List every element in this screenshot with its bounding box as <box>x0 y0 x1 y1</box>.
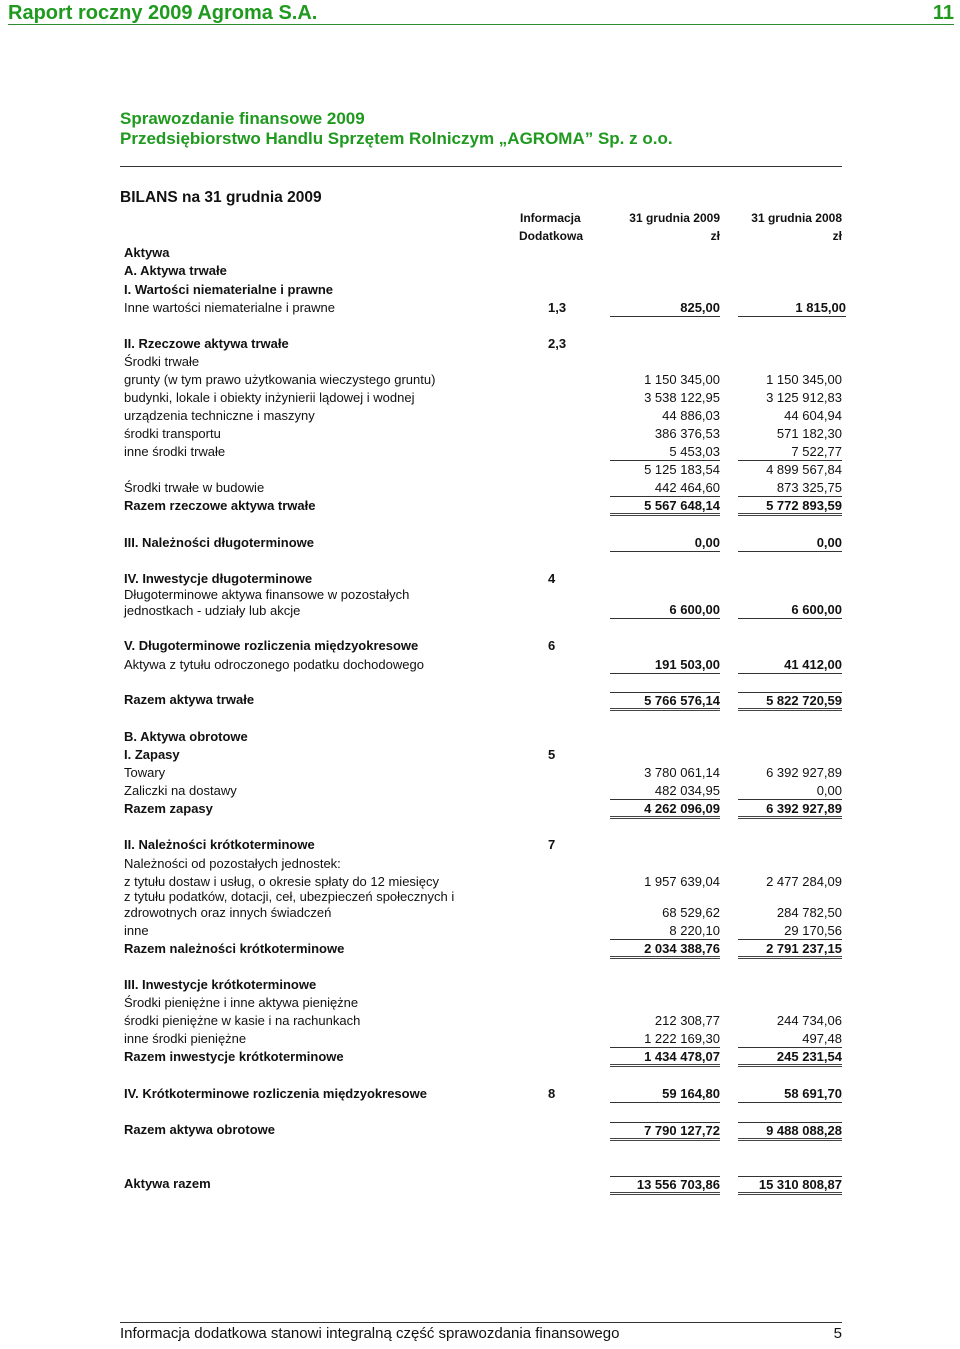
page-number: 11 <box>932 2 954 24</box>
row-note: 7 <box>548 837 556 852</box>
table-row <box>0 336 960 354</box>
table-row <box>0 263 960 281</box>
value-2009: 442 464,60 <box>610 480 720 497</box>
value-2009: 5 125 183,54 <box>644 462 720 477</box>
col-2008-header: 31 grudnia 2008 <box>751 211 842 225</box>
value-2009: 3 780 061,14 <box>644 765 720 780</box>
row-note: 6 <box>548 638 556 653</box>
row-label: środki transportu <box>124 426 221 441</box>
table-row <box>0 747 960 765</box>
value-2009: 4 262 096,09 <box>610 801 720 819</box>
table-row <box>0 462 960 480</box>
value-2008: 5 822 720,59 <box>738 692 842 711</box>
value-2009: 482 034,95 <box>610 783 720 800</box>
value-2008: 58 691,70 <box>738 1086 842 1103</box>
row-label: Razem należności krótkoterminowe <box>124 941 345 956</box>
statement-title: Sprawozdanie finansowe 2009 <box>120 109 365 128</box>
table-row <box>0 498 960 516</box>
row-label: Środki pieniężne i inne aktywa pieniężne <box>124 995 359 1010</box>
row-label-cont: jednostkach - udziały lub akcje <box>124 603 301 618</box>
col-2009-header: 31 grudnia 2009 <box>629 211 720 225</box>
value-2008: 4 899 567,84 <box>766 462 842 477</box>
row-label: B. Aktywa obrotowe <box>124 729 248 744</box>
value-2009: 191 503,00 <box>610 657 720 674</box>
row-label: Należności od pozostałych jednostek: <box>124 856 341 871</box>
value-2008: 3 125 912,83 <box>766 390 842 405</box>
page-footer <box>120 1322 842 1342</box>
value-2009: 68 529,62 <box>662 905 720 920</box>
table-row <box>0 444 960 462</box>
row-label: Aktywa razem <box>124 1176 211 1191</box>
table-row <box>0 480 960 498</box>
col-2008-unit: zł <box>832 229 842 243</box>
value-2008: 9 488 088,28 <box>738 1122 842 1141</box>
page-header <box>8 2 954 25</box>
value-2009: 6 600,00 <box>610 602 720 619</box>
table-row <box>0 977 960 995</box>
table-row <box>0 282 960 300</box>
value-2008: 2 477 284,09 <box>766 874 842 889</box>
value-2008: 245 231,54 <box>738 1049 842 1067</box>
value-2009: 0,00 <box>610 535 720 552</box>
value-2008: 873 325,75 <box>738 480 842 497</box>
value-2008: 6 600,00 <box>738 602 842 619</box>
table-row <box>0 1176 960 1194</box>
table-row <box>0 923 960 941</box>
value-2009: 1 434 478,07 <box>610 1049 720 1067</box>
row-label: Środki trwałe w budowie <box>124 480 265 495</box>
row-label: grunty (w tym prawo użytkowania wieczystego gruntu) <box>124 372 436 387</box>
row-label: z tytułu podatków, dotacji, ceł, ubezpieczeń społecznych i <box>124 889 455 904</box>
row-note: 1,3 <box>548 300 567 315</box>
value-2009: 386 376,53 <box>654 426 720 441</box>
value-2008: 244 734,06 <box>776 1013 842 1028</box>
value-2009: 13 556 703,86 <box>610 1176 720 1195</box>
row-label: II. Rzeczowe aktywa trwałe <box>124 336 289 351</box>
row-note: 4 <box>548 571 556 586</box>
row-note: 5 <box>548 747 556 762</box>
value-2008: 29 170,56 <box>738 923 842 940</box>
table-row <box>0 856 960 874</box>
footer-page-number: 5 <box>833 1325 842 1342</box>
row-label: A. Aktywa trwałe <box>124 263 227 278</box>
value-2009: 5 766 576,14 <box>610 692 720 711</box>
value-2008: 497,48 <box>738 1031 842 1048</box>
table-row <box>0 354 960 372</box>
value-2008: 15 310 808,87 <box>738 1176 842 1195</box>
row-label: III. Należności długoterminowe <box>124 535 314 550</box>
table-row <box>0 941 960 959</box>
row-label: IV. Krótkoterminowe rozliczenia międzyokresowe <box>124 1086 427 1101</box>
table-row <box>0 372 960 390</box>
row-label: III. Inwestycje krótkoterminowe <box>124 977 317 992</box>
value-2008: 44 604,94 <box>784 408 842 423</box>
value-2008: 5 772 893,59 <box>738 498 842 516</box>
company-name: Przedsiębiorstwo Handlu Sprzętem Rolniczym „AGROMA” Sp. z o.o. <box>120 129 673 148</box>
row-note: 8 <box>548 1086 556 1101</box>
row-label: Towary <box>124 765 166 780</box>
row-label: Długoterminowe aktywa finansowe w pozostałych <box>124 587 410 602</box>
row-label: Razem aktywa trwałe <box>124 692 255 707</box>
value-2009: 59 164,80 <box>610 1086 720 1103</box>
value-2009: 5 567 648,14 <box>610 498 720 516</box>
row-label: Razem rzeczowe aktywa trwałe <box>124 498 316 513</box>
table-row <box>0 638 960 656</box>
row-label: inne środki trwałe <box>124 444 226 459</box>
value-2008: 0,00 <box>738 535 842 552</box>
col-2009-unit: zł <box>710 229 720 243</box>
table-row <box>0 765 960 783</box>
col-note-header-1: Informacja <box>520 211 581 225</box>
table-row <box>0 1031 960 1049</box>
table-row <box>0 535 960 553</box>
value-2008: 41 412,00 <box>738 657 842 674</box>
value-2009: 8 220,10 <box>610 923 720 940</box>
table-row <box>0 245 960 263</box>
row-label: Razem zapasy <box>124 801 213 816</box>
table-row <box>0 801 960 819</box>
row-label-cont: zdrowotnych oraz innych świadczeń <box>124 905 332 920</box>
row-label: inne <box>124 923 149 938</box>
table-row <box>0 729 960 747</box>
value-2009: 7 790 127,72 <box>610 1122 720 1141</box>
table-row <box>0 1122 960 1140</box>
balance-sheet-title: BILANS na 31 grudnia 2009 <box>120 189 322 206</box>
footer-note: Informacja dodatkowa stanowi integralną część sprawozdania finansowego <box>120 1325 620 1342</box>
value-2009: 3 538 122,95 <box>644 390 720 405</box>
row-label: Aktywa <box>124 245 170 260</box>
divider <box>120 166 842 167</box>
value-2009: 212 308,77 <box>654 1013 720 1028</box>
row-label: V. Długoterminowe rozliczenia międzyokresowe <box>124 638 419 653</box>
row-label: Razem aktywa obrotowe <box>124 1122 275 1137</box>
row-label: II. Należności krótkoterminowe <box>124 837 315 852</box>
table-row <box>0 300 960 318</box>
value-2008: 1 150 345,00 <box>766 372 842 387</box>
row-label: inne środki pieniężne <box>124 1031 247 1046</box>
row-label: budynki, lokale i obiekty inżynierii lądowej i wodnej <box>124 390 415 405</box>
value-2009: 5 453,03 <box>610 444 720 461</box>
row-label: Razem inwestycje krótkoterminowe <box>124 1049 344 1064</box>
row-label: środki pieniężne w kasie i na rachunkach <box>124 1013 361 1028</box>
table-row <box>0 1013 960 1031</box>
row-label: Aktywa z tytułu odroczonego podatku dochodowego <box>124 657 424 672</box>
table-row <box>0 1049 960 1067</box>
value-2008: 0,00 <box>738 783 842 800</box>
row-label: I. Zapasy <box>124 747 180 762</box>
value-2008: 571 182,30 <box>776 426 842 441</box>
row-label: IV. Inwestycje długoterminowe <box>124 571 313 586</box>
row-label: urządzenia techniczne i maszyny <box>124 408 315 423</box>
value-2009: 825,00 <box>610 300 720 317</box>
value-2009: 1 150 345,00 <box>644 372 720 387</box>
row-label: Inne wartości niematerialne i prawne <box>124 300 335 315</box>
row-label: Środki trwałe <box>124 354 200 369</box>
value-2008: 6 392 927,89 <box>738 801 842 819</box>
table-row <box>0 390 960 408</box>
table-row <box>0 408 960 426</box>
value-2009: 2 034 388,76 <box>610 941 720 959</box>
value-2008: 7 522,77 <box>738 444 842 461</box>
value-2008: 6 392 927,89 <box>766 765 842 780</box>
value-2008: 2 791 237,15 <box>738 941 842 959</box>
row-label: I. Wartości niematerialne i prawne <box>124 282 334 297</box>
value-2008: 284 782,50 <box>776 905 842 920</box>
table-row <box>0 837 960 855</box>
table-row <box>0 657 960 675</box>
table-row <box>0 587 960 623</box>
value-2009: 44 886,03 <box>662 408 720 423</box>
value-2009: 1 222 169,30 <box>610 1031 720 1048</box>
col-note-header-2: Dodatkowa <box>519 229 584 243</box>
value-2009: 1 957 639,04 <box>644 874 720 889</box>
table-row <box>0 426 960 444</box>
row-label: Zaliczki na dostawy <box>124 783 237 798</box>
row-note: 2,3 <box>548 336 567 351</box>
table-row <box>0 692 960 710</box>
row-label: z tytułu dostaw i usług, o okresie spłaty do 12 miesięcy <box>124 874 440 889</box>
table-row <box>0 1086 960 1104</box>
report-title: Raport roczny 2009 Agroma S.A. <box>8 2 318 24</box>
table-row <box>0 995 960 1013</box>
table-row <box>0 783 960 801</box>
value-2008: 1 815,00 <box>738 300 846 317</box>
table-row <box>0 889 960 925</box>
